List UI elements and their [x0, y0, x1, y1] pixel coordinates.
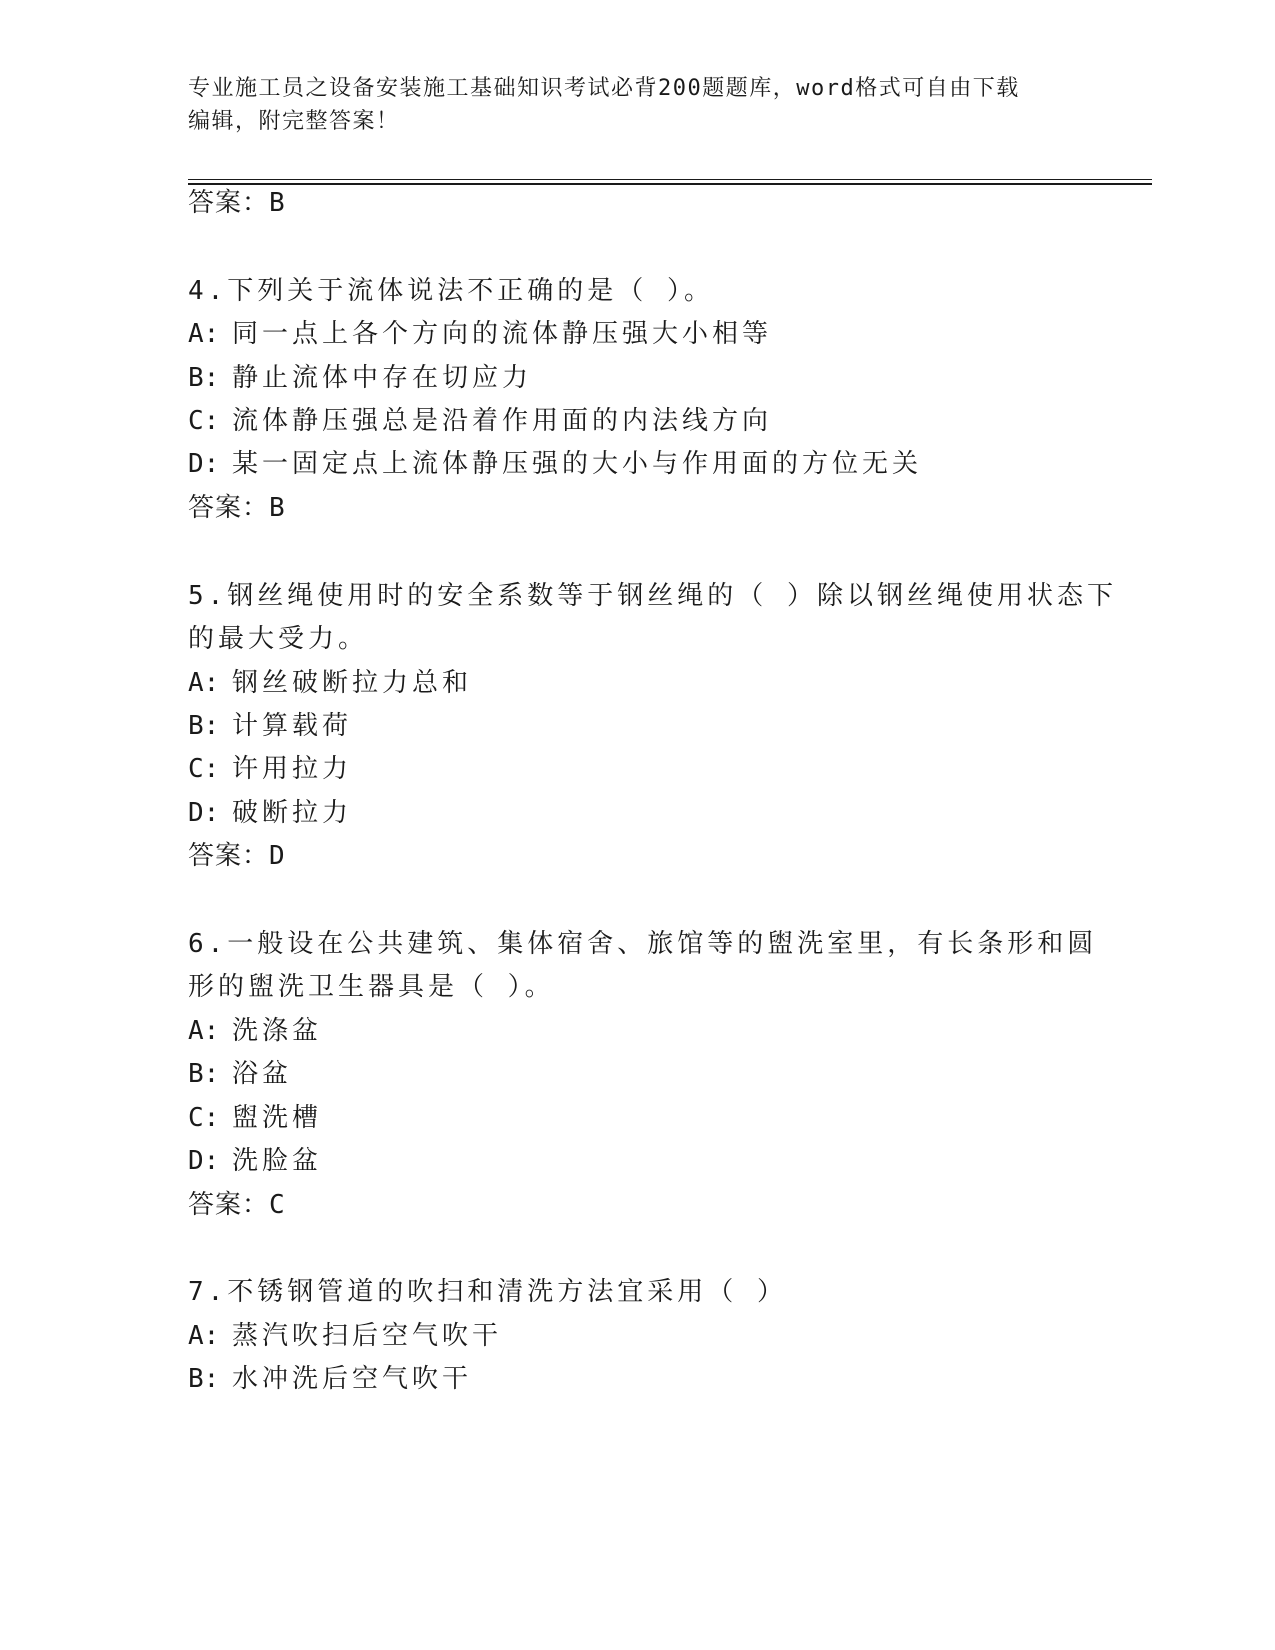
answer-value: C: [269, 1190, 286, 1220]
option-b: [188, 709, 352, 743]
option-key: A:: [188, 668, 220, 698]
option-d: [188, 447, 922, 481]
option-c: [188, 1101, 322, 1135]
option-key: A:: [188, 319, 220, 349]
option-a: [188, 1014, 322, 1048]
option-text: 水冲洗后空气吹干: [232, 1364, 473, 1394]
option-key: D:: [188, 798, 220, 828]
option-key: B:: [188, 1059, 220, 1089]
option-key: C:: [188, 754, 220, 784]
answer-label: 答案：: [188, 188, 270, 218]
option-key: A:: [188, 1321, 220, 1351]
option-c: [188, 404, 772, 438]
question-stem-continued: 形的盥洗卫生器具是（ ）。: [188, 972, 555, 1002]
option-text: 浴盆: [232, 1059, 293, 1089]
option-key: D:: [188, 449, 220, 479]
document-header: 专业施工员之设备安装施工基础知识考试必背200题题库，word格式可自由下载 编辑，附完整答案！: [188, 76, 1020, 134]
option-text: 许用拉力: [232, 754, 353, 784]
question-answer: [188, 491, 286, 525]
option-key: C:: [188, 406, 220, 436]
option-d: [188, 1144, 322, 1178]
option-text: 蒸汽吹扫后空气吹干: [232, 1321, 503, 1351]
option-key: C:: [188, 1103, 220, 1133]
question-answer: [188, 1188, 286, 1222]
option-b: [188, 1362, 472, 1396]
answer-label: 答案：: [188, 493, 270, 523]
question-stem: 7.不锈钢管道的吹扫和清洗方法宜采用（ ）: [188, 1277, 787, 1307]
option-text: 同一点上各个方向的流体静压强大小相等: [232, 319, 773, 349]
option-text: 盥洗槽: [232, 1103, 323, 1133]
option-text: 计算载荷: [232, 711, 353, 741]
answer-value: B: [269, 188, 286, 218]
answer-label: 答案：: [188, 1190, 270, 1220]
option-text: 洗脸盆: [232, 1146, 323, 1176]
option-c: [188, 752, 352, 786]
question-stem-continued: 的最大受力。: [188, 624, 369, 654]
option-text: 破断拉力: [232, 798, 353, 828]
option-key: A:: [188, 1016, 220, 1046]
option-a: [188, 666, 472, 700]
question-answer: [188, 839, 286, 873]
answer-value: B: [269, 493, 286, 523]
option-text: 流体静压强总是沿着作用面的内法线方向: [232, 406, 773, 436]
option-a: [188, 317, 772, 351]
option-text: 钢丝破断拉力总和: [232, 668, 473, 698]
option-b: [188, 1057, 292, 1091]
question-stem: 5.钢丝绳使用时的安全系数等于钢丝绳的（ ）除以钢丝绳使用状态下: [188, 581, 1117, 611]
option-a: [188, 1319, 502, 1353]
option-key: D:: [188, 1146, 220, 1176]
option-text: 静止流体中存在切应力: [232, 363, 533, 393]
option-text: 某一固定点上流体静压强的大小与作用面的方位无关: [232, 449, 923, 479]
option-text: 洗涤盆: [232, 1016, 323, 1046]
previous-answer: [188, 186, 286, 220]
option-key: B:: [188, 363, 220, 393]
option-d: [188, 796, 352, 830]
question-stem: 4.下列关于流体说法不正确的是（ ）。: [188, 276, 714, 306]
option-key: B:: [188, 711, 220, 741]
option-b: [188, 361, 532, 395]
question-stem: 6.一般设在公共建筑、集体宿舍、旅馆等的盥洗室里，有长条形和圆: [188, 929, 1098, 959]
header-rule-thin: [188, 179, 1152, 180]
option-key: B:: [188, 1364, 220, 1394]
answer-value: D: [269, 841, 286, 871]
header-rule-thick: [188, 183, 1152, 185]
answer-label: 答案：: [188, 841, 270, 871]
